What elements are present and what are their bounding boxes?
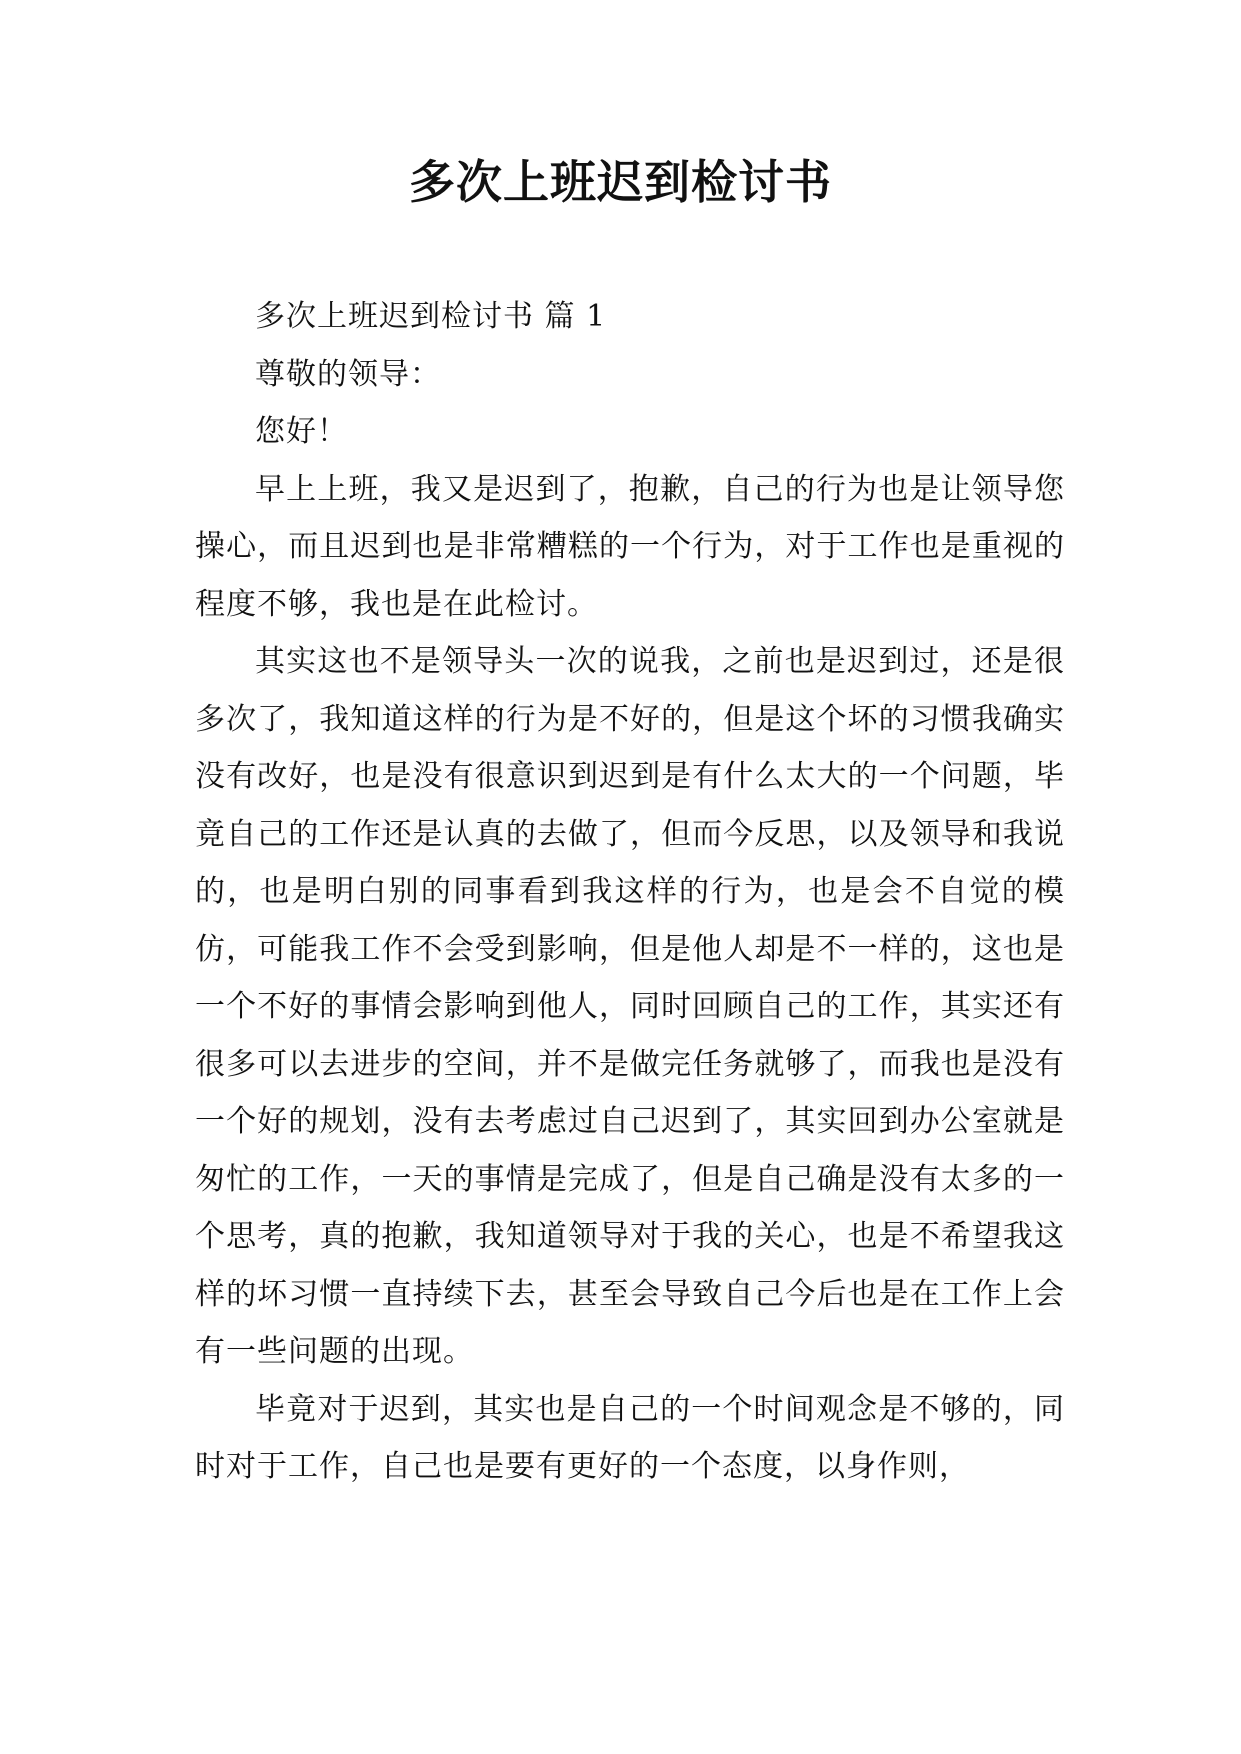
body-paragraph: 毕竟对于迟到，其实也是自己的一个时间观念是不够的，同时对于工作，自己也是要有更好的一个态度，以身作则， <box>195 1391 1065 1484</box>
document-body <box>195 288 1065 1496</box>
greeting: 您好！ <box>255 414 348 449</box>
document-title: 多次上班迟到检讨书 <box>409 155 832 209</box>
salutation: 尊敬的领导： <box>255 356 441 392</box>
body-paragraph: 早上上班，我又是迟到了，抱歉，自己的行为也是让领导您操心，而且迟到也是非常糟糕的一个行为，对于工作也是重视的程度不够，我也是在此检讨。 <box>195 471 1065 622</box>
body-paragraph: 其实这也不是领导头一次的说我，之前也是迟到过，还是很多次了，我知道这样的行为是不好的，但是这个坏的习惯我确实没有改好，也是没有很意识到迟到是有什么太大的一个问题，毕竟自己的工作还是认真的去做了，但而今反思，以及领导和我说的，也是明白别的同事看到我这样的行为，也是会不自觉的模仿，可能我工作不会受到影响，但是他人却是不一样的，这也是一个不好的事情会影响到他人，同时回顾自己的工作，其实还有很多可以去进步的空间，并不是做完任务就够了，而我也是没有一个好的规划，没有去考虑过自己迟到了，其实回到办公室就是匆忙的工作，一天的事情是完成了，但是自己确是没有太多的一个思考，真的抱歉，我知道领导对于我的关心，也是不希望我这样的坏习惯一直持续下去，甚至会导致自己今后也是在工作上会有一些问题的出现。 <box>195 644 1065 1369</box>
section-heading: 多次上班迟到检讨书 篇 1 <box>255 299 607 334</box>
